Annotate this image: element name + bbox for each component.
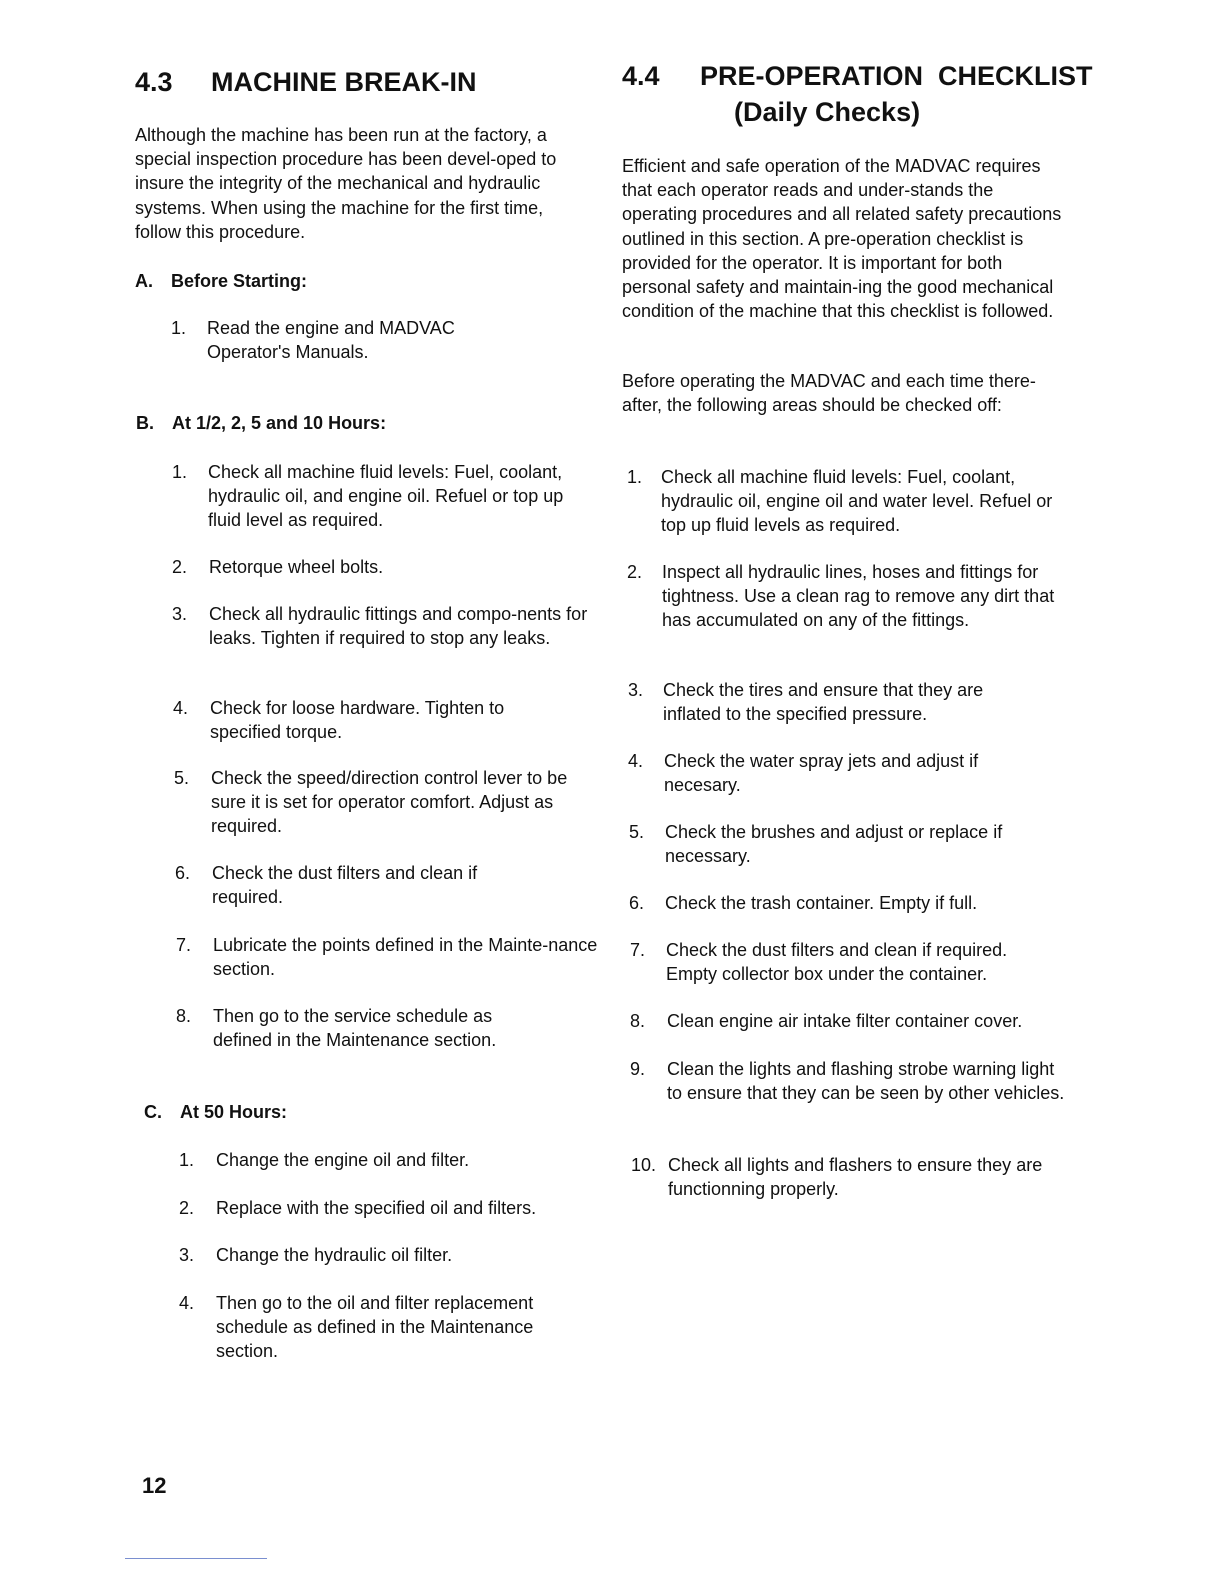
intro-paragraph: Efficient and safe operation of the MADVAC requires that each operator reads and under-stands the operating procedures and all related safety precautions outlined in this section. A pre-operation checklist is provided for the operator. It is important for both personal safety and maintain-ing the good mechanical condition of the machine that this checklist is followed. xyxy=(622,156,1062,322)
subheading-a xyxy=(135,269,307,293)
checklist-intro: Before operating the MADVAC and each time there-after, the following areas should be checked off: xyxy=(622,371,1036,416)
intro-paragraph: Although the machine has been run at the factory, a special inspection procedure has been devel-oped to insure the integrity of the mechanical and hydraulic systems. When using the machine for the first time, follow this procedure. xyxy=(135,125,557,242)
subheading-text: At 1/2, 2, 5 and 10 Hours: xyxy=(172,413,387,433)
subheading-c xyxy=(144,1100,287,1124)
section-4-4-title xyxy=(622,58,1093,94)
subheading-letter: A. xyxy=(135,271,153,291)
section-title-text: PRE-OPERATION CHECKLIST xyxy=(700,61,1093,91)
section-subtitle: (Daily Checks) xyxy=(734,97,921,127)
subheading-b xyxy=(136,411,386,435)
section-title-text: MACHINE BREAK-IN xyxy=(211,67,477,97)
section-4-3-title xyxy=(135,64,477,100)
bottom-divider xyxy=(125,1558,267,1559)
subheading-text: At 50 Hours: xyxy=(180,1102,288,1122)
subheading-text: Before Starting: xyxy=(171,271,308,291)
section-number: 4.3 xyxy=(135,67,173,97)
section-number: 4.4 xyxy=(622,61,660,91)
subheading-letter: C. xyxy=(144,1102,162,1122)
page-number: 12 xyxy=(142,1473,167,1498)
subheading-letter: B. xyxy=(136,413,154,433)
